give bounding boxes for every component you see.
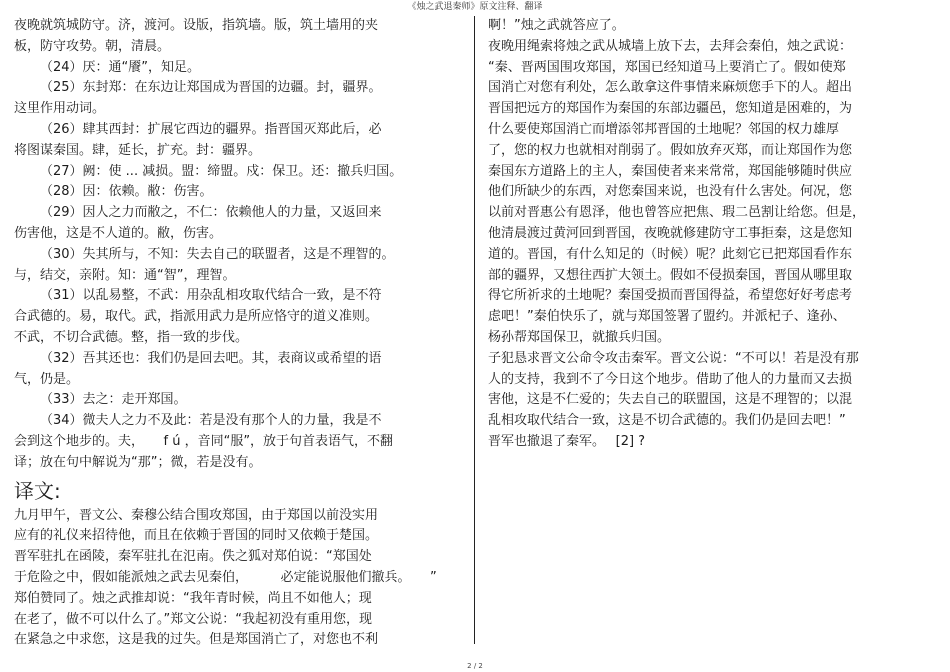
translation-line: 国消亡对您有利处，怎么敢拿这件事情来麻烦您手下的人。超出 <box>488 80 853 96</box>
note-line: （31）以乱易整，不武：用杂乱相攻取代结合一致，是不符 <box>40 288 382 304</box>
note-line: （32）吾其还也：我们仍是回去吧。其，表商议或希望的语 <box>40 350 382 366</box>
translation-line: 子犯恳求晋文公命令攻击秦军。晋文公说：“不可以！若是没有那 <box>488 350 859 366</box>
translation-line: 九月甲午，晋文公、秦穆公结合围攻郑国，由于郑国以前没实用 <box>14 507 379 523</box>
note-line: （24）厌：通“餍”，知足。 <box>40 59 201 75</box>
translation-line: 以前对晋惠公有恩泽，他也曾答应把焦、瑕二邑割让给您。但是， <box>488 205 866 221</box>
note-line: （28）因：依赖。敝：伤害。 <box>40 184 213 200</box>
translation-line: 秦国东方道路上的主人，秦国使者来来常常，郑国能够随时供应 <box>488 163 853 179</box>
translation-line: 于危险之中，假如能派烛之武去见秦伯， 必定能说服他们撤兵。 ” <box>14 569 437 585</box>
translation-line: 在紧急之中求您，这是我的过失。但是郑国消亡了，对您也不利 <box>14 632 379 648</box>
annotation-notes <box>14 16 459 474</box>
translation-line: 啊！”烛之武就答应了。 <box>488 18 625 33</box>
translation-line: 应有的礼仪来招待他，而且在依赖于晋国的同时又依赖于楚国。 <box>14 528 379 544</box>
note-line: 会到这个地步的。夫， f ú ，音同“服”，放于句首表语气，不翻 <box>14 433 394 449</box>
column-divider <box>474 16 475 644</box>
translation-line: 郑伯赞同了。烛之武推却说：“我年青时候，尚且不如他人；现 <box>14 590 372 606</box>
note-line: 将图谋秦国。肆，延长，扩充。封：疆界。 <box>14 142 262 158</box>
document-header: 《烛之武退秦师》原文注释、翻译 <box>407 2 543 12</box>
note-line: 这里作用动词。 <box>14 101 106 117</box>
note-line: （25）东封郑：在东边让郑国成为晋国的边疆。封，疆界。 <box>40 80 382 96</box>
right-column <box>488 16 933 453</box>
translation-line: 了，您的权力也就相对削弱了。假如放弃灭郑，而让郑国作为您 <box>488 142 853 158</box>
translation-title: 译文: <box>14 478 61 503</box>
translation-line: 什么要使郑国消亡而增添邻邦晋国的土地呢？邻国的权力雄厚 <box>488 121 840 137</box>
translation-line: 虑吧！”秦伯快乐了，就与郑国签署了盟约。并派杞子、逢孙、 <box>488 309 846 325</box>
translation-line: 得它所祈求的土地呢？秦国受损而晋国得益，希望您好好考虑考 <box>488 288 853 304</box>
translation-line: 他们所缺少的东西，对您秦国来说，也没有什么害处。何况，您 <box>488 184 853 200</box>
translation-line: 晋军驻扎在函陵，秦军驻扎在氾南。佚之狐对郑伯说：“郑国处 <box>14 549 372 565</box>
note-line: 板，防守攻势。朝，清晨。 <box>14 38 171 54</box>
note-line: 气，仍是。 <box>14 371 80 387</box>
translation-line: 晋军也撤退了秦军。 [2] ? <box>488 433 646 449</box>
left-column <box>14 16 459 651</box>
translation-line: 他清晨渡过黄河回到晋国，夜晚就修建防守工事拒秦，这是您知 <box>488 225 853 241</box>
translation-line: “秦、晋两国围攻郑国，郑国已经知道马上要消亡了。假如使郑 <box>488 59 846 75</box>
translation-continued <box>488 16 933 453</box>
translation-line: 道的。晋国，有什么知足的（时候）呢？此刻它已把郑国看作东 <box>488 246 853 262</box>
note-line: （34）微夫人之力不及此：若是没有那个人的力量，我是不 <box>40 413 382 429</box>
translation-line: 部的疆界，又想往西扩大领土。假如不侵损秦国，晋国从哪里取 <box>488 267 853 283</box>
translation-line: 人的支持，我到不了今日这个地步。借助了他人的力量而又去损 <box>488 371 853 387</box>
note-line: 夜晚就筑城防守。济，渡河。设版，指筑墙。版，筑土墙用的夹 <box>14 18 379 33</box>
note-line: （30）失其所与，不知：失去自己的联盟者，这是不理智的。 <box>40 246 395 262</box>
page-number: 2 / 2 <box>467 662 483 670</box>
translation-text <box>14 506 459 652</box>
note-line: （26）肆其西封：扩展它西边的疆界。指晋国灭郑此后，必 <box>40 121 382 137</box>
note-line: 译；放在句中解说为“那”；微，若是没有。 <box>14 454 262 470</box>
translation-line: 杨孙帮郑国保卫，就撤兵归国。 <box>488 329 671 345</box>
translation-line: 夜晚用绳索将烛之武从城墙上放下去，去拜会秦伯，烛之武说： <box>488 38 853 54</box>
note-line: 合武德的。易，取代。武，指派用武力是所应恪守的道义准则。 <box>14 309 379 325</box>
translation-line: 乱相攻取代结合一致，这是不切合武德的。我们仍是回去吧！” <box>488 413 846 429</box>
note-line: （29）因人之力而敝之，不仁：依赖他人的力量，又返回来 <box>40 205 382 221</box>
translation-line: 害他，这是不仁爱的；失去自己的联盟国，这是不理智的；以混 <box>488 392 853 408</box>
note-line: 不武，不切合武德。整，指一致的步伐。 <box>14 329 249 345</box>
note-line: （27）阙：使 ... 减损。盟：缔盟。戍：保卫。还：撤兵归国。 <box>40 163 403 179</box>
translation-line: 在老了，做不可以什么了。”郑文公说：“我起初没有重用您，现 <box>14 611 372 627</box>
note-line: 伤害他，这是不人道的。敝，伤害。 <box>14 225 223 241</box>
note-line: （33）去之：走开郑国。 <box>40 392 187 408</box>
translation-line: 晋国把远方的郑国作为秦国的东部边疆邑，您知道是困难的，为 <box>488 101 853 117</box>
note-line: 与，结交，亲附。知：通“智”，理智。 <box>14 267 236 283</box>
